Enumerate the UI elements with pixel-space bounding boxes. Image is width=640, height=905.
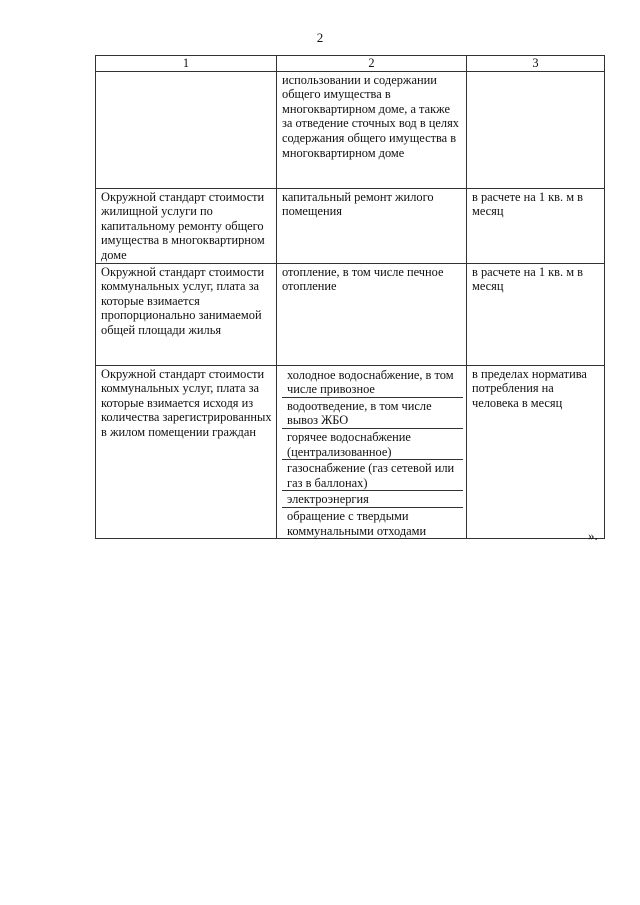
cell-service: отопление, в том числе печное отопление <box>277 263 467 365</box>
table-row <box>96 188 605 263</box>
closing-quote: ». <box>588 528 598 543</box>
service-item: газоснабжение (газ сетевой или газ в баллонах) <box>282 460 463 491</box>
cell-service: капитальный ремонт жилого помещения <box>277 188 467 263</box>
cell-unit: в расчете на 1 кв. м в месяц <box>467 263 605 365</box>
cell-standard-name: Окружной стандарт стоимости коммунальных услуг, плата за которые взимается пропорционально занимаемой общей площади жилья <box>96 263 277 365</box>
cell-unit: в расчете на 1 кв. м в месяц <box>467 188 605 263</box>
cell-unit: в пределах норматива потребления на человека в месяц <box>467 365 605 539</box>
cell-standard-name: Окружной стандарт стоимости жилищной услуги по капитальному ремонту общего имущества в многоквартирном доме <box>96 188 277 263</box>
table-row <box>96 365 605 539</box>
cell-standard-name: Окружной стандарт стоимости коммунальных услуг, плата за которые взимается исходя из количества зарегистрированных в жилом помещении граждан <box>96 365 277 539</box>
page-number: 2 <box>316 30 324 45</box>
cell-continued-col1 <box>96 71 277 188</box>
column-header-1: 1 <box>96 56 277 72</box>
standards-table <box>95 55 605 539</box>
table-row-continued <box>96 71 605 188</box>
service-item: водоотведение, в том числе вывоз ЖБО <box>282 398 463 429</box>
cell-continued-col3 <box>467 71 605 188</box>
table-header-row <box>96 56 605 72</box>
column-header-3: 3 <box>467 56 605 72</box>
cell-continued-col2: использовании и содержании общего имущества в многоквартирном доме, а также за отведение сточных вод в целях содержания общего имущества в многоквартирном доме <box>277 71 467 188</box>
column-header-2: 2 <box>277 56 467 72</box>
service-item: холодное водоснабжение, в том числе привозное <box>282 367 463 398</box>
cell-service-list <box>277 365 467 539</box>
service-item: электроэнергия <box>282 491 463 508</box>
service-item: горячее водоснабжение (централизованное) <box>282 429 463 460</box>
service-item: обращение с твердыми коммунальными отходами <box>287 508 427 538</box>
table-row <box>96 263 605 365</box>
